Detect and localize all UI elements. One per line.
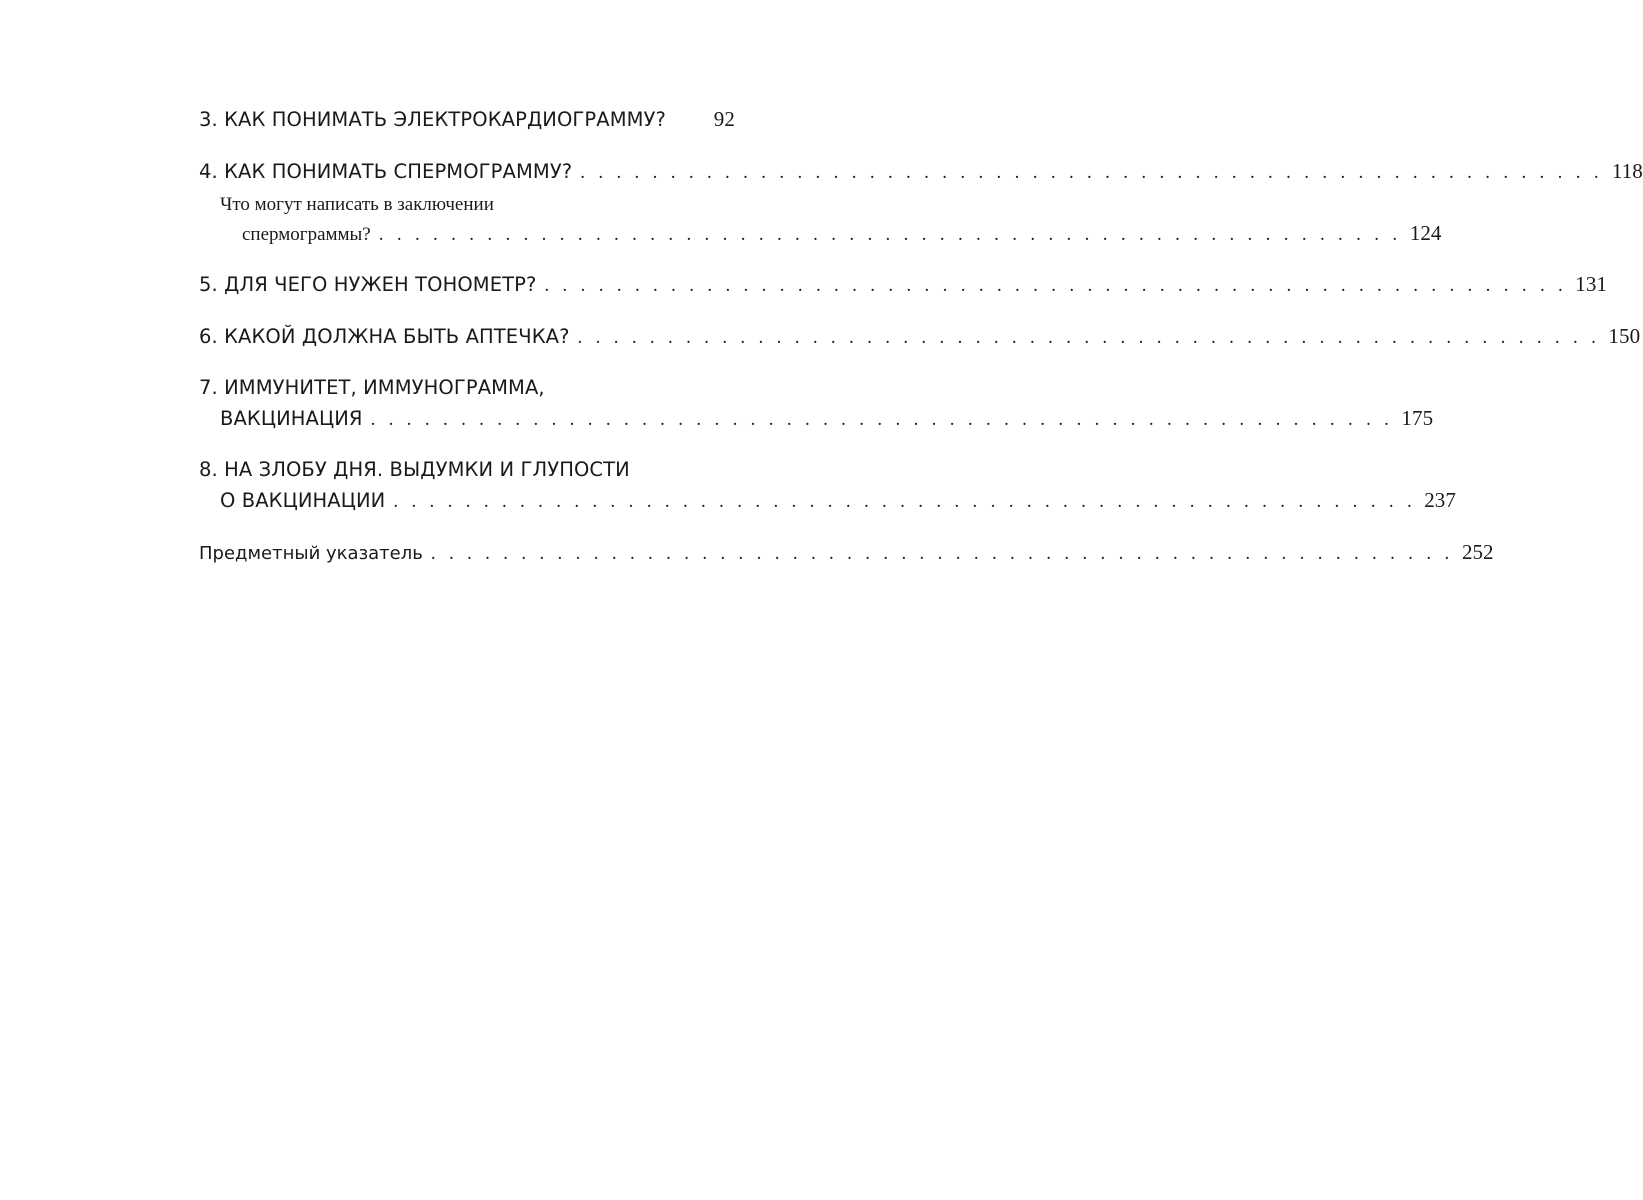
toc-line xyxy=(199,269,1608,301)
toc-line xyxy=(199,403,1434,435)
toc-line xyxy=(199,537,1494,569)
toc-entry-chapter-4[interactable] xyxy=(199,156,1643,188)
toc-entry-title: 6. КАКОЙ ДОЛЖНА БЫТЬ АПТЕЧКА? xyxy=(199,325,570,348)
toc-page-number: 118 xyxy=(1611,159,1643,183)
dot-leader: . . . . . . . . . . . . . . . . . . . . . . . . . . . . . . . . . . . . . . . . . . . . . . . . . . . . . . . . . xyxy=(544,275,1568,296)
toc-entry-title-continued: ВАКЦИНАЦИЯ xyxy=(220,407,363,430)
toc-entry-title-continued: О ВАКЦИНАЦИИ xyxy=(220,489,386,512)
toc-entry-title: 8. НА ЗЛОБУ ДНЯ. ВЫДУМКИ И ГЛУПОСТИ xyxy=(199,458,630,481)
toc-entry-title: 7. ИММУНИТЕТ, ИММУНОГРАММА, xyxy=(199,376,545,399)
dot-leader: . . . . . . . . . . . . . . . . . . . . . . . . . . . . . . . . . . . . . . . . . . . . . . . . . . . . . . . . . xyxy=(430,543,1454,564)
toc-entry-chapter-6[interactable] xyxy=(199,321,1641,353)
dot-leader: . . . . . . . . . . . . . . . . . . . . . . . . . . . . . . . . . . . . . . . . . . . . . . . . . . . . . . . . . xyxy=(393,491,1417,512)
toc-entry-subject-index[interactable] xyxy=(199,537,1494,569)
dot-leader: . . . . . . . . . . . . . . . . . . . . . . . . . . . . . . . . . . . . . . . . . . . . . . . . . . . . . . . . . xyxy=(577,327,1601,348)
toc-line xyxy=(220,191,735,219)
dot-leader: . . . . . . . . . . . . . . . . . . . . . . . . . . . . . . . . . . . . . . . . . . . . . . . . . . . . . . . . . xyxy=(378,224,1402,245)
toc-entry-title: 3. КАК ПОНИМАТЬ ЭЛЕКТРОКАРДИОГРАММУ? xyxy=(199,108,666,131)
toc-line xyxy=(199,373,735,403)
toc-entry-chapter-7[interactable] xyxy=(199,373,1434,435)
toc-entry-subsection[interactable] xyxy=(199,191,1442,249)
toc-line xyxy=(199,455,735,485)
toc-entry-title-continued: спермограммы? xyxy=(242,224,371,245)
toc-page-number: 124 xyxy=(1409,221,1442,245)
toc-page-number: 131 xyxy=(1575,272,1608,296)
toc-page-number: 150 xyxy=(1608,324,1641,348)
toc-page-number: 92 xyxy=(713,107,735,131)
toc-entry-title: Что могут написать в заключении xyxy=(220,194,494,215)
dot-leader: . . . . . . . . . . . . . . . . . . . . . . . . . . . . . . . . . . . . . . . . . . . . . . . . . . . . . . . . . xyxy=(370,409,1394,430)
toc-page-number: 175 xyxy=(1401,406,1434,430)
dot-leader: . . . . . . . . . . . . . . . . . . . . . . . . . . . . . . . . . . . . . . . . . . . . . . . . . . . . . . . . . xyxy=(580,162,1603,183)
toc-page-number: 252 xyxy=(1462,540,1494,564)
toc-line xyxy=(220,219,1442,249)
toc-line xyxy=(199,104,735,135)
toc-line xyxy=(199,156,1643,188)
toc-entry-chapter-5[interactable] xyxy=(199,269,1608,301)
table-of-contents xyxy=(199,104,1643,569)
toc-entry-title: 5. ДЛЯ ЧЕГО НУЖЕН ТОНОМЕТР? xyxy=(199,273,537,296)
toc-entry-title: 4. КАК ПОНИМАТЬ СПЕРМОГРАММУ? xyxy=(199,160,573,183)
toc-entry-chapter-8[interactable] xyxy=(199,455,1457,517)
toc-line xyxy=(199,321,1641,353)
toc-entry-title: Предметный указатель xyxy=(199,543,423,564)
toc-entry-chapter-3[interactable] xyxy=(199,104,735,135)
toc-line xyxy=(199,485,1457,517)
toc-page-number: 237 xyxy=(1424,488,1457,512)
